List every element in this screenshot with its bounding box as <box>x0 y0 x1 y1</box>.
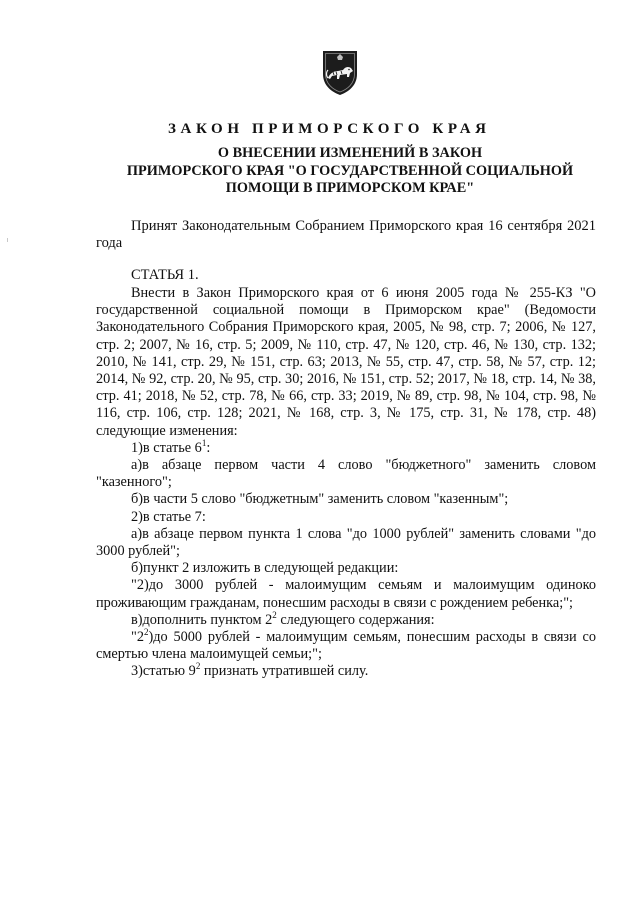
amendment-item: 1)в статье $6^1$: <box>131 438 211 456</box>
amendment-item: 3)статью $9^2$ признать утратившей силу. <box>131 661 369 680</box>
adoption-note <box>96 218 596 252</box>
amendment-subitem: б)в части 5 слово "бюджетным" заменить словом "казенным"; <box>131 491 509 508</box>
amendment-subitem: а)в абзаце первом части 4 слово "бюджетного" заменить словом "казенного"; <box>96 457 596 491</box>
article-body <box>96 285 596 681</box>
amendment-subitem: б)пункт 2 изложить в следующей редакции: <box>131 560 399 577</box>
subtitle-line: ПОМОЩИ В ПРИМОРСКОМ КРАЕ" <box>225 180 475 196</box>
primorsky-coat-of-arms-icon <box>320 48 360 96</box>
amendment-item: 2)в статье 7: <box>131 508 206 525</box>
amendment-subitem: в)дополнить пунктом $2^2$ следующего содержания: <box>131 610 435 628</box>
scan-margin-mark <box>7 238 8 242</box>
article-intro: Внести в Закон Приморского края от 6 июня 2005 года № 255-КЗ "О государственной социальной помощи в Приморском крае" (Ведомости Законодательного Собрания Приморского края, 2005, № 98, стр. 7; 2006, № 127, стр. 2; 2007, № 16, стр. 5; 2009, № 110, стр. 47, № 120, стр. 46, № 130, стр. 132; 2010, № 141, стр. 29, № 151, стр. 63; 2013, № 55, стр. 47, стр. 58, № 57, стр. 12; 2014, № 92, стр. 20, № 95, стр. 30; 2016, № 151, стр. 52; 2017, № 18, стр. 14, № 38, стр. 41; 2018, № 52, стр. 78, № 66, стр. 33; 2019, № 89, стр. 98, № 104, стр. 98, № 116, стр. 106, стр. 128; 2021, № 168, стр. 3, № 175, стр. 31, № 178, стр. 48) следующие изменения: <box>96 285 596 439</box>
article-heading: СТАТЬЯ 1. <box>131 267 199 283</box>
law-title: ЗАКОН ПРИМОРСКОГО КРАЯ <box>168 121 491 137</box>
subtitle-line: О ВНЕСЕНИИ ИЗМЕНЕНИЙ В ЗАКОН <box>217 145 483 161</box>
amendment-subitem: а)в абзаце первом пункта 1 слова "до 1000 рублей" заменить словами "до 3000 рублей"; <box>96 525 596 560</box>
law-subtitle <box>95 145 605 198</box>
amendment-quote: "$2^2)до$ 5000 рублей - малоимущим семьям, понесшим расходы в связи со смертью члена малоимущей семьи;"; <box>96 627 596 663</box>
adoption-note-text: Принят Законодательным Собранием Приморского края 16 сентября 2021 года <box>96 218 596 251</box>
amendment-quote: "2)до 3000 рублей - малоимущим семьям и малоимущим одиноко проживающим гражданам, понесшим расходы в связи с рождением ребенка;"; <box>96 577 596 611</box>
subtitle-line: ПРИМОРСКОГО КРАЯ "О ГОСУДАРСТВЕННОЙ СОЦИАЛЬНОЙ <box>126 162 574 179</box>
